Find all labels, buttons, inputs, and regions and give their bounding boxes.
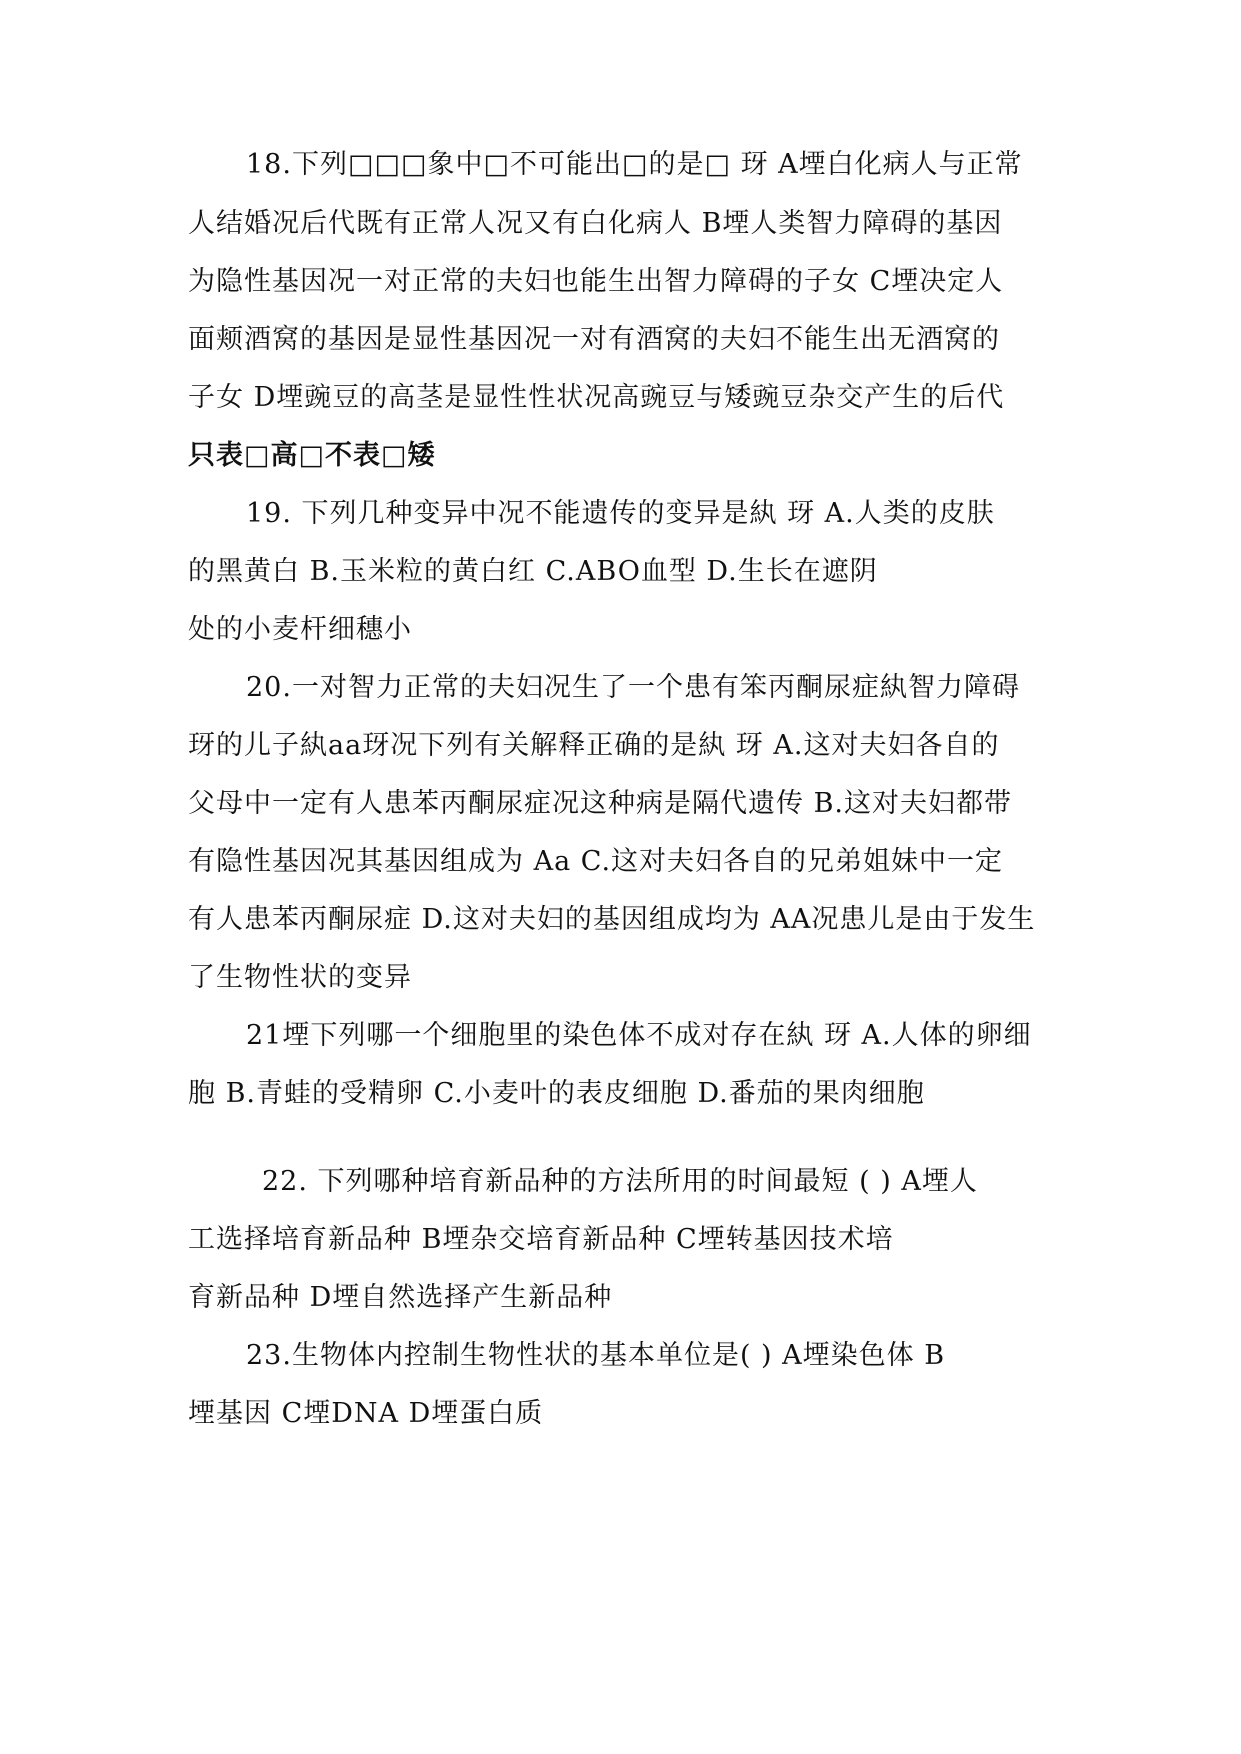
q18-line-3: 为隐性基因况一对正常的夫妇也能生出智力障碍的子女 C堙决定人 bbox=[188, 266, 1004, 297]
q20-line-3: 父母中一定有人患苯丙酮尿症况这种病是隔代遗传 B.这对夫妇都带 bbox=[188, 788, 1013, 819]
q20-line-4: 有隐性基因况其基因组成为 Aa C.这对夫妇各自的兄弟姐妹中一定 bbox=[188, 846, 1004, 877]
q19-line-3: 处的小麦杆细穗小 bbox=[188, 614, 412, 645]
q23-line-1: 23.生物体内控制生物性状的基本单位是( ) A堙染色体 B bbox=[246, 1340, 946, 1371]
q22-line-1: 22. 下列哪种培育新品种的方法所用的时间最短 ( ) A堙人 bbox=[262, 1166, 978, 1197]
q18-line-4: 面颊酒窝的基因是显性基因况一对有酒窝的夫妇不能生出无酒窝的 bbox=[188, 324, 1000, 355]
q21-line-2: 胞 B.青蛙的受精卵 C.小麦叶的表皮细胞 D.番茄的果肉细胞 bbox=[188, 1078, 925, 1109]
q18-line-5: 子女 D堙豌豆的高茎是显性性状况高豌豆与矮豌豆杂交产生的后代 bbox=[188, 382, 1005, 413]
q22-line-3: 育新品种 D堙自然选择产生新品种 bbox=[188, 1282, 613, 1313]
q23-line-2: 堙基因 C堙DNA D堙蛋白质 bbox=[188, 1398, 544, 1429]
q19-line-1: 19. 下列几种变异中况不能遗传的变异是紈 玡 A.人类的皮肤 bbox=[246, 498, 995, 529]
q20-line-1: 20.一对智力正常的夫妇况生了一个患有笨丙酮尿症紈智力障碍 bbox=[246, 672, 1020, 703]
q20-line-5: 有人患苯丙酮尿症 D.这对夫妇的基因组成均为 AA况患儿是由于发生 bbox=[188, 904, 1036, 935]
q21-line-1: 21堙下列哪一个细胞里的染色体不成对存在紈 玡 A.人体的卵细 bbox=[246, 1020, 1032, 1051]
q19-line-2: 的黑黄白 B.玉米粒的黄白红 C.ABO血型 D.生长在遮阴 bbox=[188, 556, 878, 587]
q18-line-2: 人结婚况后代既有正常人况又有白化病人 B堙人类智力障碍的基因 bbox=[188, 208, 1003, 239]
q18-line-1: 18.下列□□□象中□不可能出□的是□ 玡 A堙白化病人与正常 bbox=[246, 149, 1023, 180]
q18-line-6: 只表□高□不表□矮 bbox=[188, 440, 436, 471]
q20-line-2: 玡的儿子紈aa玡况下列有关解释正确的是紈 玡 A.这对夫妇各自的 bbox=[188, 730, 1000, 761]
q20-line-6: 了生物性状的变异 bbox=[188, 962, 412, 993]
q22-line-2: 工选择培育新品种 B堙杂交培育新品种 C堙转基因技术培 bbox=[188, 1224, 894, 1255]
